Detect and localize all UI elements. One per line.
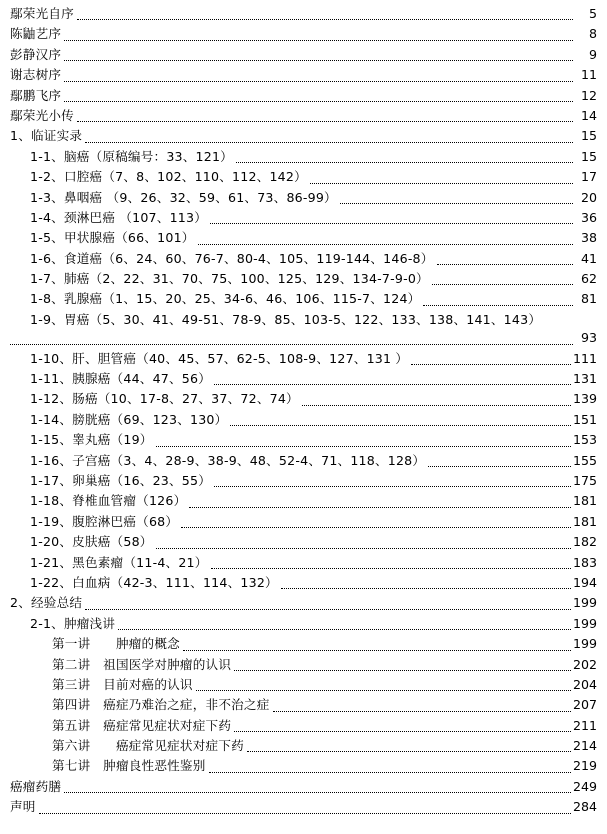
- toc-entry-label: 1-20、皮肤癌（58）: [30, 534, 153, 550]
- toc-entry-label: 1-4、颈淋巴癌 （107、113）: [30, 209, 207, 225]
- toc-entry-page: 249: [572, 778, 597, 794]
- toc-entry-label: 第七讲 肿瘤良性恶性鉴别: [52, 758, 206, 774]
- toc-leader-dots: [64, 80, 573, 82]
- toc-entry-label: 1-9、胃癌（5、30、41、49-51、78-9、85、103-5、122、133、138、141、143）: [30, 311, 542, 327]
- toc-entry-page: 199: [572, 636, 597, 652]
- toc-entry[interactable]: [10, 126, 597, 146]
- toc-entry[interactable]: [10, 797, 597, 817]
- toc-entry-page: 8: [588, 26, 597, 42]
- toc-entry-page: 153: [572, 432, 597, 448]
- toc-entry[interactable]: [10, 736, 597, 756]
- toc-entry-label: 1-6、食道癌（6、24、60、76-7、80-4、105、119-144、146-8）: [30, 250, 434, 266]
- toc-leader-dots: [196, 689, 571, 691]
- toc-entry-label: 2-1、肿瘤浅讲: [30, 615, 116, 631]
- toc-entry-label: 1、临证实录: [10, 128, 83, 144]
- toc-entry[interactable]: [10, 634, 597, 654]
- toc-entry-label: 1-18、脊椎血管瘤（126）: [30, 493, 187, 509]
- toc-entry[interactable]: [10, 269, 597, 289]
- toc-entry-label: 1-7、肺癌（2、22、31、70、75、100、125、129、134-7-9-0）: [30, 271, 429, 287]
- toc-entry-page: 194: [572, 574, 597, 590]
- toc-entry-page: 199: [572, 615, 597, 631]
- toc-leader-dots: [432, 283, 573, 285]
- toc-entry[interactable]: [10, 695, 597, 715]
- toc-entry-label: 1-3、鼻咽癌 （9、26、32、59、61、73、86-99）: [30, 189, 337, 205]
- toc-entry-page: 14: [580, 107, 597, 123]
- toc-leader-dots: [181, 526, 571, 528]
- toc-entry-label: 陈鼬艺序: [10, 26, 62, 42]
- toc-leader-dots: [210, 222, 573, 224]
- toc-entry[interactable]: [10, 512, 597, 532]
- toc-entry-label: 1-5、甲状腺癌（66、101）: [30, 230, 195, 246]
- toc-entry-label: 声明: [10, 799, 36, 815]
- toc-entry-label: 彭静汉序: [10, 46, 62, 62]
- toc-entry-page: 12: [580, 87, 597, 103]
- toc-leader-dots: [281, 587, 571, 589]
- toc-entry-page: 175: [572, 472, 597, 488]
- toc-entry-page: 211: [572, 717, 597, 733]
- toc-entry-label: 1-19、腹腔淋巴癌（68）: [30, 513, 179, 529]
- toc-leader-dots: [423, 304, 573, 306]
- toc-leader-dots: [64, 100, 573, 102]
- toc-entry[interactable]: [10, 756, 597, 776]
- toc-entry-page: 155: [572, 452, 597, 468]
- toc-entry[interactable]: [10, 573, 597, 593]
- toc-entry-page: 111: [572, 350, 597, 366]
- toc-entry[interactable]: [10, 532, 597, 552]
- toc-entry-page: 204: [572, 676, 597, 692]
- toc-leader-dots: [437, 263, 573, 265]
- toc-entry-page: 36: [580, 209, 597, 225]
- toc-entry[interactable]: [10, 167, 597, 187]
- toc-leader-dots: [85, 141, 573, 143]
- toc-entry-page: 284: [572, 799, 597, 815]
- toc-entry-label: 1-8、乳腺癌（1、15、20、25、34-6、46、106、115-7、124）: [30, 291, 421, 307]
- toc-leader-dots: [64, 791, 571, 793]
- toc-leader-dots: [230, 424, 571, 426]
- toc-entry[interactable]: [10, 147, 597, 167]
- toc-entry[interactable]: [10, 106, 597, 126]
- toc-entry-page: 81: [580, 291, 597, 307]
- toc-entry[interactable]: [10, 451, 597, 471]
- toc-entry-label: 1-21、黑色素瘤（11-4、21）: [30, 554, 208, 570]
- toc-entry-label: 2、经验总结: [10, 595, 83, 611]
- toc-entry[interactable]: [10, 188, 597, 208]
- toc-entry-label: 鄢荣光自序: [10, 6, 74, 21]
- toc-entry-label: 鄢荣光小传: [10, 107, 74, 123]
- toc-leader-dots: [236, 161, 573, 163]
- toc-entry-label: 1-1、脑癌（原稿编号：33、121）: [30, 148, 233, 164]
- toc-entry-label: 第二讲 祖国医学对肿瘤的认识: [52, 656, 232, 672]
- toc-entry[interactable]: [10, 716, 597, 736]
- toc-entry-page: 38: [580, 230, 597, 246]
- toc-entry-page: 62: [580, 271, 597, 287]
- toc-entry-label: 第三讲 目前对癌的认识: [52, 676, 193, 692]
- toc-entry-label: 1-12、肠癌（10、17-8、27、37、72、74）: [30, 391, 299, 407]
- toc-entry[interactable]: [10, 430, 597, 450]
- toc-entry-page: 181: [572, 493, 597, 509]
- toc-entry-page: 207: [572, 697, 597, 713]
- toc-entry-page: 219: [572, 758, 597, 774]
- toc-entry[interactable]: [10, 389, 597, 409]
- toc-entry[interactable]: [10, 24, 597, 44]
- toc-entry-page: 181: [572, 513, 597, 529]
- toc-entry[interactable]: [10, 614, 597, 634]
- toc-entry[interactable]: [10, 65, 597, 85]
- toc-entry-page: 11: [580, 67, 597, 83]
- toc-leader-dots: [302, 404, 571, 406]
- toc-leader-dots: [340, 202, 573, 204]
- toc-leader-dots: [156, 547, 571, 549]
- toc-entry-label: 1-17、卵巢癌（16、23、55）: [30, 472, 212, 488]
- toc-entry[interactable]: [10, 553, 597, 573]
- toc-entry[interactable]: [10, 228, 597, 248]
- toc-entry-page: 202: [572, 656, 597, 672]
- toc-leader-dots: [77, 18, 573, 20]
- toc-leader-dots: [214, 485, 571, 487]
- toc-entry-page: 93: [580, 330, 597, 346]
- toc-leader-dots: [234, 669, 571, 671]
- toc-leader-dots: [183, 649, 571, 651]
- toc-leader-dots: [234, 730, 571, 732]
- toc-entry-label: 第四讲 癌症乃难治之症，非不治之症: [52, 697, 270, 713]
- toc-leader-dots: [209, 771, 571, 773]
- toc-entry-continuation[interactable]: [10, 328, 597, 348]
- toc-entry-label: 第六讲 癌症常见症状对症下药: [52, 738, 244, 754]
- toc-entry-page: 5: [588, 6, 597, 21]
- toc-entry-page: 9: [588, 46, 597, 62]
- toc-entry-page: 199: [572, 595, 597, 611]
- toc-entry-page: 151: [572, 411, 597, 427]
- toc-leader-dots: [77, 120, 573, 122]
- toc-entry-label: 1-2、口腔癌（7、8、102、110、112、142）: [30, 169, 307, 185]
- toc-leader-dots: [64, 59, 573, 61]
- toc-leader-dots: [411, 363, 571, 365]
- toc-leader-dots: [64, 39, 573, 41]
- toc-entry-page: 139: [572, 391, 597, 407]
- toc-entry-label: 1-22、白血病（42-3、111、114、132）: [30, 574, 278, 590]
- toc-entry-page: 131: [572, 371, 597, 387]
- toc-leader-dots: [214, 383, 571, 385]
- toc-entry[interactable]: [10, 289, 597, 309]
- toc-entry[interactable]: [10, 4, 597, 24]
- toc-leader-dots: [118, 628, 571, 630]
- toc-entry-page: 41: [580, 250, 597, 266]
- toc-leader-dots: [273, 710, 571, 712]
- toc-entry[interactable]: [10, 349, 597, 369]
- toc-entry-label: 第一讲 肿瘤的概念: [52, 636, 180, 652]
- toc-leader-dots: [156, 445, 571, 447]
- toc-entry[interactable]: [10, 249, 597, 269]
- toc-leader-dots: [310, 182, 573, 184]
- toc-entry-label: 1-14、膀胱癌（69、123、130）: [30, 411, 228, 427]
- toc-leader-dots: [39, 812, 571, 814]
- toc-entry-page: 182: [572, 534, 597, 550]
- toc-leader-dots: [85, 608, 571, 610]
- toc-entry[interactable]: [10, 310, 597, 330]
- toc-entry[interactable]: [10, 45, 597, 65]
- toc-leader-dots: [428, 465, 571, 467]
- toc-entry-page: 214: [572, 738, 597, 754]
- toc-entry-page: 20: [580, 189, 597, 205]
- toc-entry[interactable]: [10, 777, 597, 797]
- toc-entry-label: 1-16、子宫癌（3、4、28-9、38-9、48、52-4、71、118、128）: [30, 452, 426, 468]
- toc-entry[interactable]: [10, 208, 597, 228]
- toc-entry[interactable]: [10, 593, 597, 613]
- toc-leader-dots: [211, 567, 571, 569]
- toc-entry-label: 1-11、胰腺癌（44、47、56）: [30, 371, 212, 387]
- toc-entry[interactable]: [10, 655, 597, 675]
- toc-leader-dots: [189, 506, 571, 508]
- toc-entry[interactable]: [10, 491, 597, 511]
- toc-entry-label: 鄢鹏飞序: [10, 87, 62, 103]
- toc-entry-page: 15: [580, 148, 597, 164]
- toc-leader-dots: [247, 750, 571, 752]
- toc-entry-page: 17: [580, 169, 597, 185]
- toc-entry[interactable]: [10, 410, 597, 430]
- toc-entry-page: 183: [572, 554, 597, 570]
- toc-entry-label: 癌瘤药膳: [10, 778, 62, 794]
- toc-entry-label: 谢志树序: [10, 67, 62, 83]
- toc-leader-dots: [10, 343, 573, 345]
- toc-entry[interactable]: [10, 86, 597, 106]
- toc-entry[interactable]: [10, 675, 597, 695]
- toc-entry-label: 1-15、睾丸癌（19）: [30, 432, 153, 448]
- toc-entry-page: 15: [580, 128, 597, 144]
- toc-entry[interactable]: [10, 369, 597, 389]
- toc-entry[interactable]: [10, 471, 597, 491]
- toc-entry-list: [10, 4, 597, 818]
- toc-entry-label: 1-10、肝、胆管癌（40、45、57、62-5、108-9、127、131 ）: [30, 350, 409, 366]
- toc-leader-dots: [198, 243, 573, 245]
- toc-entry-label: 第五讲 癌症常见症状对症下药: [52, 717, 232, 733]
